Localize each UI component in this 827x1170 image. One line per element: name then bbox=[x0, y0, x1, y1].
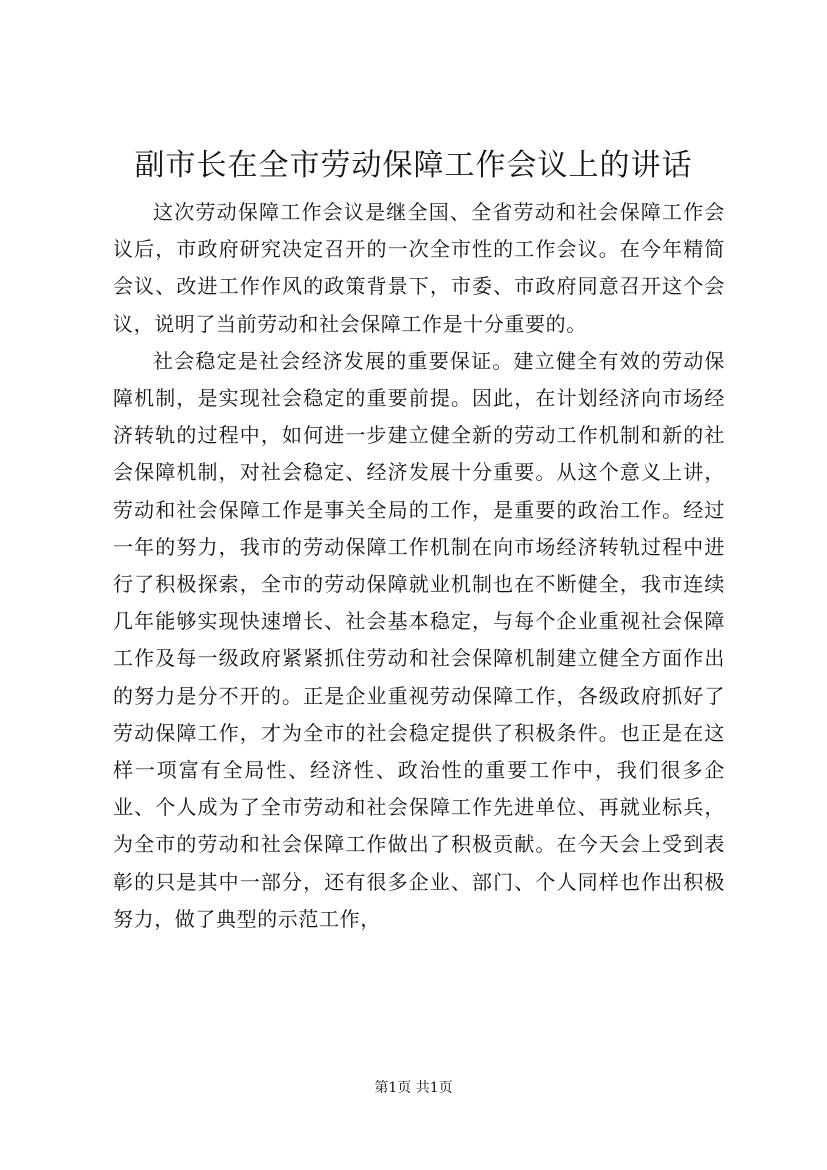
document-title: 副市长在全市劳动保障工作会议上的讲话 bbox=[134, 148, 693, 183]
paragraph-2: 社会稳定是社会经济发展的重要保证。建立健全有效的劳动保障机制，是实现社会稳定的重要前提。因此，在计划经济向市场经济转轨的过程中，如何进一步建立健全新的劳动工作机制和新的社会保障机制，对社会稳定、经济发展十分重要。从这个意义上讲，劳动和社会保障工作是事关全局的工作，是重要的政治工作。经过一年的努力，我市的劳动保障工作机制在向市场经济转轨过程中进行了积极探索，全市的劳动保障就业机制也在不断健全，我市连续几年能够实现快速增长、社会基本稳定，与每个企业重视社会保障工作及每一级政府紧紧抓住劳动和社会保障机制建立健全方面作出的努力是分不开的。正是企业重视劳动保障工作，各级政府抓好了劳动保障工作，才为全市的社会稳定提供了积极条件。也正是在这样一项富有全局性、经济性、政治性的重要工作中，我们很多企业、个人成为了全市劳动和社会保障工作先进单位、再就业标兵，为全市的劳动和社会保障工作做出了积极贡献。在今天会上受到表彰的只是其中一部分，还有很多企业、部门、个人同样也作出积极努力，做了典型的示范工作， bbox=[113, 348, 725, 931]
document-body bbox=[113, 194, 725, 938]
page-footer: 第1页 共1页 bbox=[374, 1080, 453, 1096]
paragraph-1: 这次劳动保障工作会议是继全国、全省劳动和社会保障工作会议后，市政府研究决定召开的一次全市性的工作会议。在今年精简会议、改进工作作风的政策背景下，市委、市政府同意召开这个会议，说明了当前劳动和社会保障工作是十分重要的。 bbox=[113, 200, 725, 336]
